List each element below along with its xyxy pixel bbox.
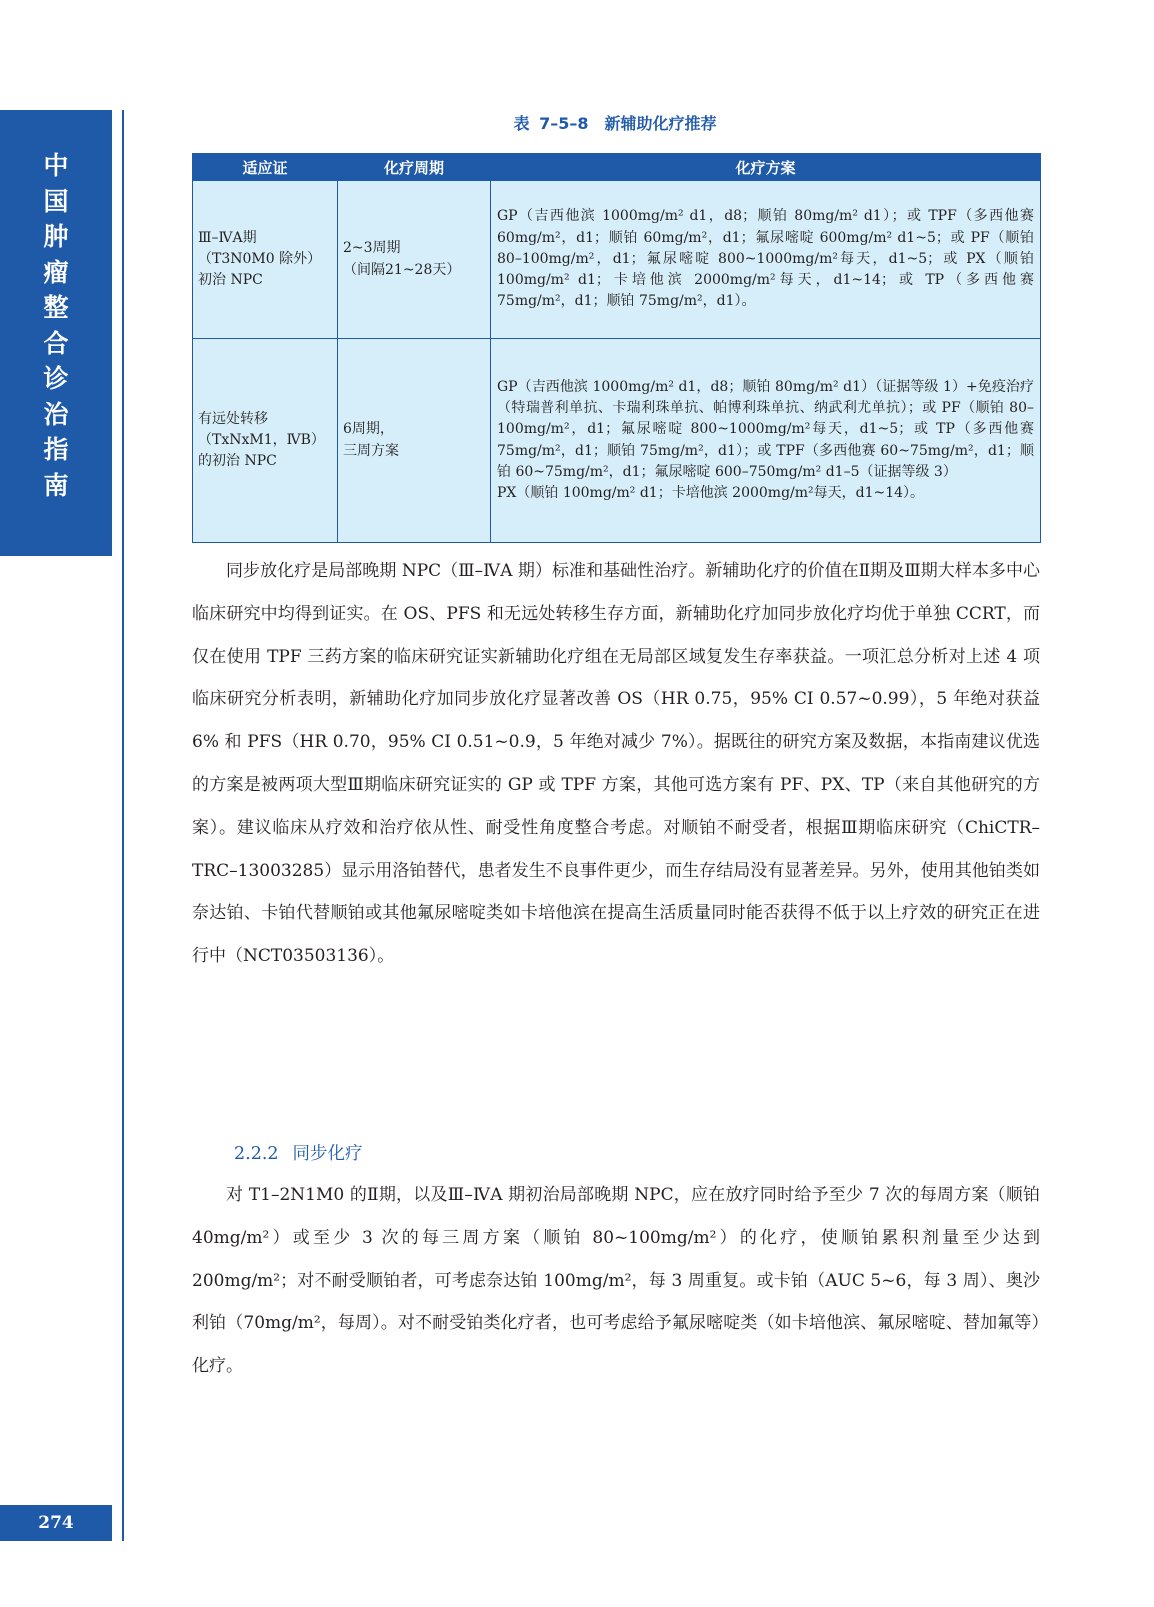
cell-line: PX（顺铂 100mg/m² d1；卡培他滨 2000mg/m²每天，d1~14）。 (497, 485, 925, 502)
cell-line: 有远处转移 (198, 410, 268, 427)
side-title-char: 诊 (43, 364, 69, 393)
regimen-cell (491, 181, 1041, 339)
cell-line: 初治 NPC (198, 272, 263, 289)
regimen-cell (491, 339, 1041, 543)
side-title-char: 瘤 (43, 257, 69, 287)
cycle-cell (338, 339, 491, 543)
cell-line: 2~3周期 (343, 240, 401, 257)
table-row (193, 181, 1041, 339)
cycle-cell (338, 181, 491, 339)
table-row (193, 339, 1041, 543)
body-paragraph-2 (192, 1174, 1040, 1388)
margin-rule (122, 110, 124, 1541)
header-regimen: 化疗方案 (491, 154, 1041, 181)
side-title-char: 指 (43, 435, 69, 464)
cell-line: 三周方案 (343, 442, 399, 459)
side-title-char: 整 (43, 293, 69, 322)
chemo-recommendation-table (192, 153, 1041, 543)
side-title-char: 中 (43, 151, 69, 180)
paragraph: 同步放化疗是局部晚期 NPC（Ⅲ–ⅣA 期）标准和基础性治疗。新辅助化疗的价值在Ⅱ期及Ⅲ期大样本多中心临床研究中均得到证实。在 OS、PFS 和无远处转移生存方面，新辅助化疗加同步放化疗均优于单独 CCRT，而仅在使用 TPF 三药方案的临床研究证实新辅助化疗组在无局部区域复发生存率获益。一项汇总分析对上述 4 项临床研究分析表明，新辅助化疗加同步放化疗显著改善 OS（HR 0.75，95% CI 0.57~0.99），5 年绝对获益 6% 和 PFS（HR 0.70，95% CI 0.51~0.9，5 年绝对减少 7%）。据既往的研究方案及数据，本指南建议优选的方案是被两项大型Ⅲ期临床研究证实的 GP 或 TPF 方案，其他可选方案有 PF、PX、TP（来自其他研究的方案）。建议临床从疗效和治疗依从性、耐受性角度整合考虑。对顺铂不耐受者，根据Ⅲ期临床研究（ChiCTR–TRC–13003285）显示用洛铂替代，患者发生不良事件更少，而生存结局没有显著差异。另外，使用其他铂类如奈达铂、卡铂代替顺铂或其他氟尿嘧啶类如卡培他滨在提高生活质量同时能否获得不低于以上疗效的研究正在进行中（NCT03503136）。 (192, 561, 1040, 967)
side-book-title (0, 148, 112, 503)
cell-line: 的初治 NPC (198, 453, 277, 470)
section-title: 同步化疗 (292, 1144, 363, 1164)
side-title-char: 南 (43, 470, 69, 500)
cell-line: Ⅲ–ⅣA期 (198, 229, 257, 246)
page-number: 274 (0, 1505, 112, 1541)
side-title-char: 肿 (43, 222, 69, 251)
section-heading (234, 1140, 377, 1165)
cell-line: （TxNxM1，ⅣB） (198, 431, 325, 448)
cell-line: 6周期， (343, 421, 394, 438)
body-paragraph-1 (192, 550, 1040, 978)
table-caption: 表 7–5–8 新辅助化疗推荐 (513, 114, 717, 133)
cell-line: （T3N0M0 除外） (198, 250, 322, 267)
header-cycle: 化疗周期 (338, 154, 491, 181)
paragraph: 对 T1–2N1M0 的Ⅱ期，以及Ⅲ–ⅣA 期初治局部晚期 NPC，应在放疗同时给予至少 7 次的每周方案（顺铂 40mg/m²）或至少 3 次的每三周方案（顺铂 80~100mg/m²）的化疗，使顺铂累积剂量至少达到 200mg/m²；对不耐受顺铂者，可考虑奈达铂 100mg/m²，每 3 周重复。或卡铂（AUC 5~6，每 3 周）、奥沙利铂（70mg/m²，每周）。对不耐受铂类化疗者，也可考虑给予氟尿嘧啶类（如卡培他滨、氟尿嘧啶、替加氟等）化疗。 (192, 1185, 1040, 1377)
side-title-char: 合 (43, 328, 69, 358)
cell-line: （间隔21~28天） (343, 261, 461, 278)
table-header-row (193, 154, 1041, 181)
cell-line: GP（吉西他滨 1000mg/m² d1，d8；顺铂 80mg/m² d1）；或 TPF（多西他赛 60mg/m²，d1；顺铂 60mg/m²，d1；氟尿嘧啶 600mg/m² d1~5；或 PF（顺铂 80–100mg/m²，d1；氟尿嘧啶 800~1000mg/m²每天，d1~5；或 PX（顺铂 100mg/m² d1；卡培他滨 2000mg/m²每天，d1~14；或 TP（多西他赛75mg/m²，d1；顺铂 75mg/m²，d1）。 (497, 208, 1034, 310)
side-title-char: 治 (43, 399, 69, 429)
header-indication: 适应证 (193, 154, 338, 181)
indication-cell (193, 339, 338, 543)
side-title-char: 国 (43, 186, 69, 216)
section-number: 2.2.2 (234, 1144, 279, 1164)
indication-cell (193, 181, 338, 339)
cell-line: GP（吉西他滨 1000mg/m² d1，d8；顺铂 80mg/m² d1）（证据等级 1）+免疫治疗（特瑞普利单抗、卡瑞利珠单抗、帕博利珠单抗、纳武利尤单抗）；或 PF（顺铂 80–100mg/m²，d1；氟尿嘧啶 800~1000mg/m²每天，d1~5；或 TP（多西他赛 75mg/m²，d1；顺铂 75mg/m²，d1）；或 TPF（多西他赛 60~75mg/m²，d1；顺铂 60~75mg/m²，d1；氟尿嘧啶 600–750mg/m² d1–5（证据等级 3） (497, 378, 1034, 480)
